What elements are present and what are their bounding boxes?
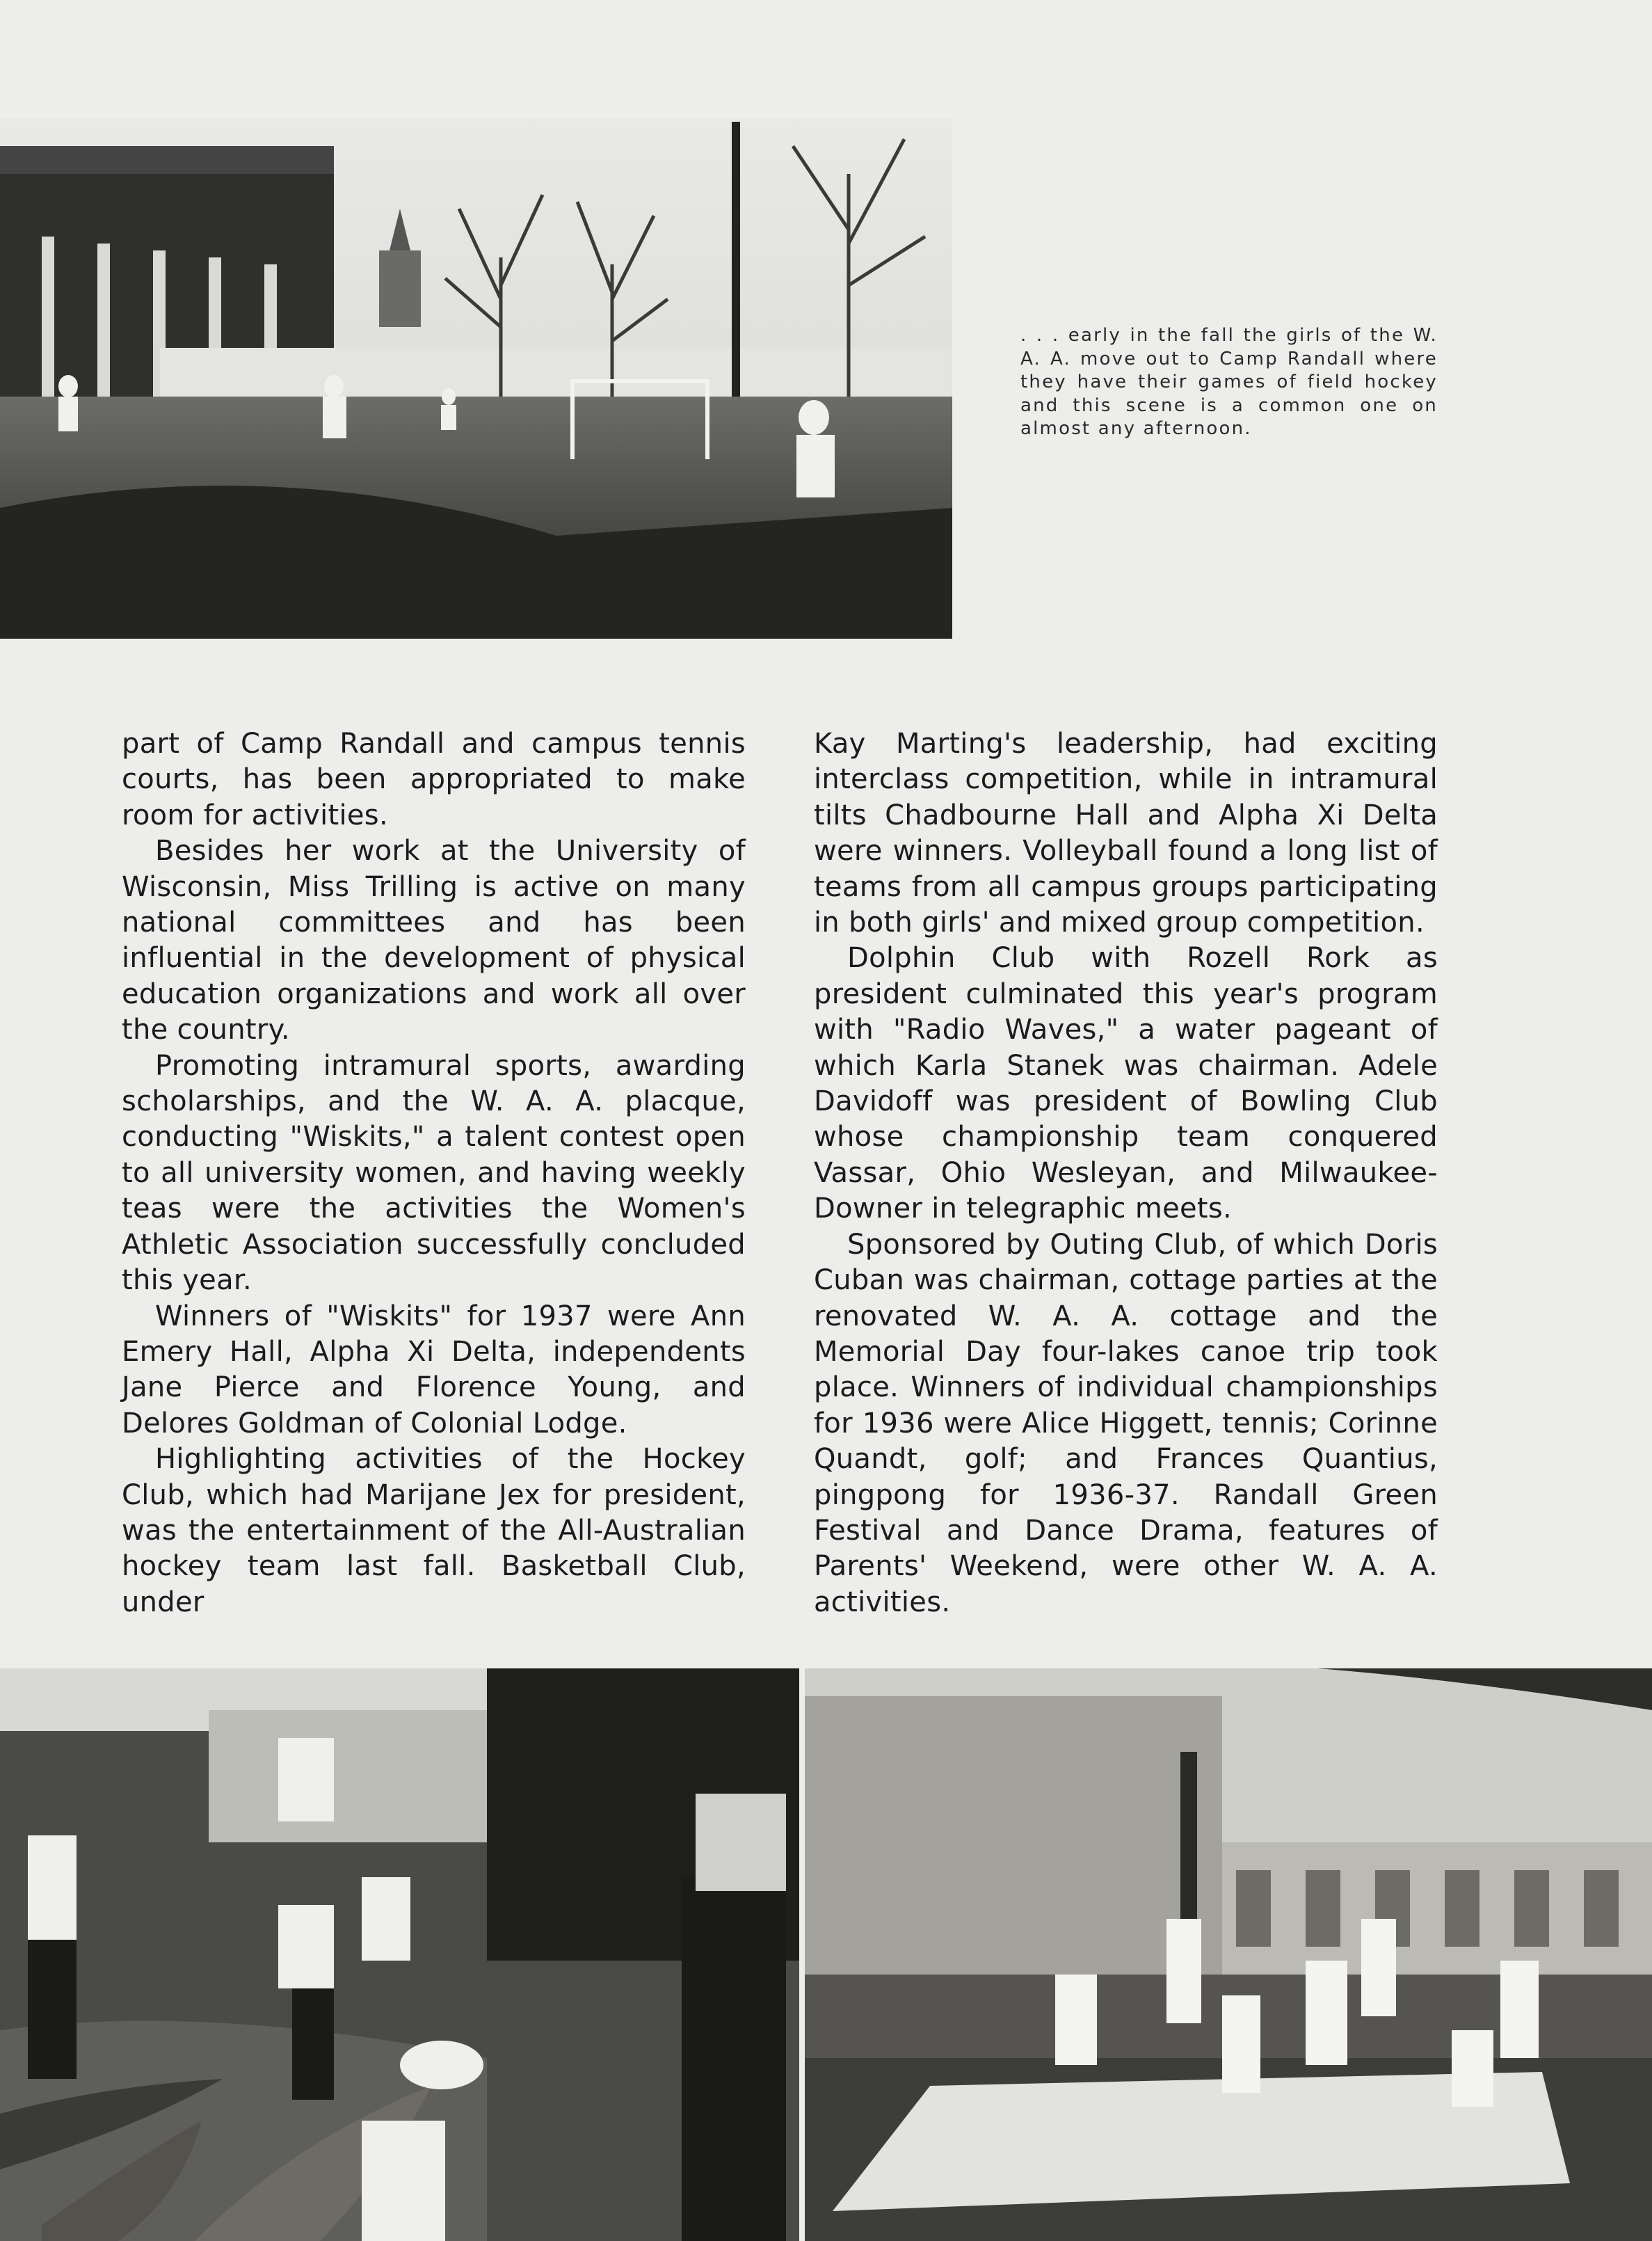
- paragraph: Besides her work at the University of Wisconsin, Miss Trilling is active on many national committees and has been influential in the development of physical education organizations and work all over the country.: [122, 835, 746, 1046]
- paragraph: Promoting intramural sports, awarding scholarships, and the W. A. A. placque, conducting "Wiskits," a talent contest open to all university women, and having weekly teas were the activities the Women's Athletic Association successfully concluded this year.: [122, 1049, 746, 1297]
- paragraph: Dolphin Club with Rozell Rork as president culminated this year's program with "Radio Waves," a water pageant of which Karla Stanek was chairman. Adele Davidoff was president of Bowling Club whose championship team conquered Vassar, Ohio Wesleyan, and Milwaukee-Downer in telegraphic meets.: [814, 942, 1438, 1225]
- photo-dance-drama: [805, 1668, 1652, 2241]
- paragraph: Highlighting activities of the Hockey Club, which had Marijane Jex for president, was the entertainment of the All-Australian hockey team last fall. Basketball Club, under: [122, 1443, 746, 1618]
- photo-dance-drama-image: [805, 1668, 1652, 2241]
- paragraph: Kay Marting's leadership, had exciting interclass competition, while in intramural tilts Chadbourne Hall and Alpha Xi Delta were winners. Volleyball found a long list of teams from all campus groups participating in both girls' and mixed group competition.: [814, 728, 1438, 939]
- paragraph: Winners of "Wiskits" for 1937 were Ann Emery Hall, Alpha Xi Delta, independents Jane Pierce and Florence Young, and Delores Goldman of Colonial Lodge.: [122, 1300, 746, 1439]
- article-column-left: [122, 726, 746, 1620]
- photo-field-hockey: [0, 118, 952, 639]
- photo-field-hockey-image: [0, 118, 952, 639]
- photo-canoe-trip: [0, 1668, 799, 2241]
- photo-caption: . . . early in the fall the girls of the W. A. A. move out to Camp Randall where they have their games of field hockey and this scene is a common one on almost any afternoon.: [1020, 325, 1438, 439]
- paragraph: part of Camp Randall and campus tennis courts, has been appropriated to make room for activities.: [122, 728, 746, 831]
- paragraph: Sponsored by Outing Club, of which Doris Cuban was chairman, cottage parties at the renovated W. A. A. cottage and the Memorial Day four-lakes canoe trip took place. Winners of individual championships for 1936 were Alice Higgett, tennis; Corinne Quandt, golf; and Frances Quantius, pingpong for 1936-37. Randall Green Festival and Dance Drama, features of Parents' Weekend, were other W. A. A. activities.: [814, 1228, 1438, 1618]
- photo-canoe-trip-image: [0, 1668, 799, 2241]
- article-column-right: [814, 726, 1438, 1620]
